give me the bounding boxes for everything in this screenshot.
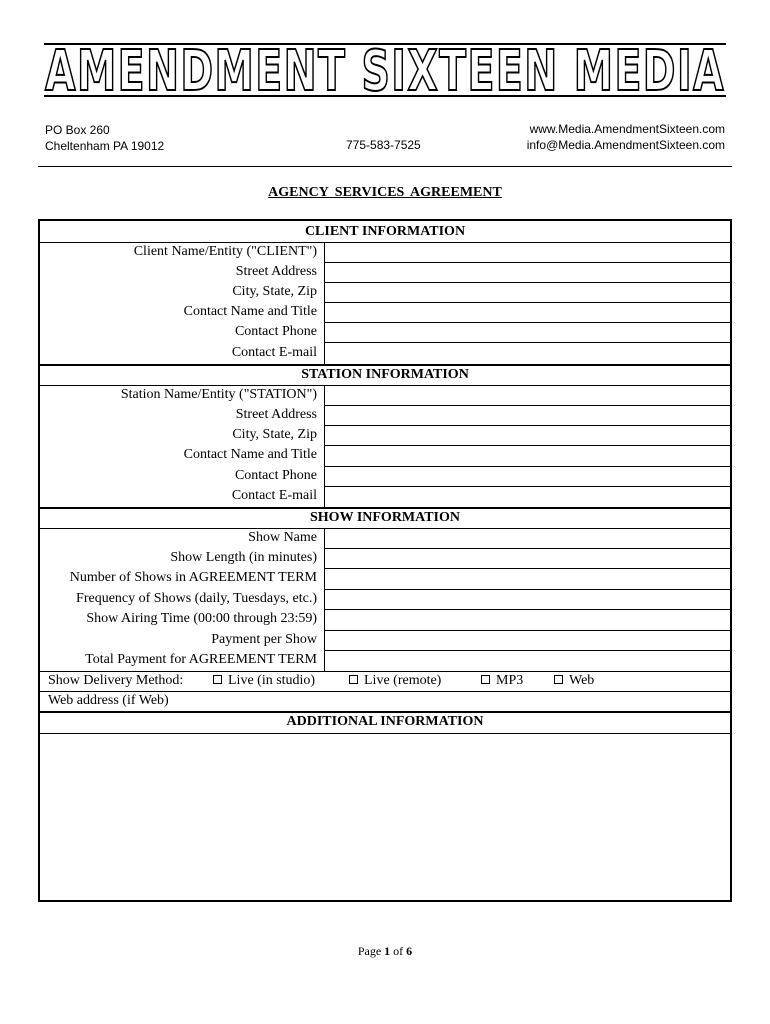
page-word: Page xyxy=(357,944,382,958)
delivery-option-label: Live (remote) xyxy=(364,673,442,688)
station-street-field[interactable] xyxy=(325,425,730,426)
client-street-field[interactable] xyxy=(325,282,730,283)
number-of-shows-field[interactable] xyxy=(325,589,730,590)
logo-text: AMENDMENT SIXTEEN MEDIA xyxy=(45,39,725,104)
page-number xyxy=(0,944,770,959)
station-section-heading: STATION INFORMATION xyxy=(301,367,469,382)
checkbox-icon[interactable] xyxy=(554,675,563,684)
station-name-field[interactable] xyxy=(325,405,730,406)
company-phone: 775-583-7525 xyxy=(346,138,421,152)
client-street-label: Street Address xyxy=(235,264,317,279)
station-street-label: Street Address xyxy=(235,407,317,422)
company-contact xyxy=(527,121,725,153)
client-city-label: City, State, Zip xyxy=(232,284,317,299)
delivery-option-label: Web xyxy=(569,673,595,688)
station-contact-email-label: Contact E-mail xyxy=(231,488,317,503)
delivery-option-live-studio[interactable] xyxy=(213,672,315,690)
client-contact-name-field[interactable] xyxy=(325,322,730,323)
client-contact-phone-field[interactable] xyxy=(325,342,730,343)
delivery-option-web[interactable] xyxy=(554,672,594,690)
payment-per-show-label: Payment per Show xyxy=(211,632,317,647)
company-email: info@Media.AmendmentSixteen.com xyxy=(526,138,725,152)
company-website: www.Media.AmendmentSixteen.com xyxy=(529,122,725,136)
client-city-field[interactable] xyxy=(325,302,730,303)
company-address xyxy=(45,122,164,154)
checkbox-icon[interactable] xyxy=(349,675,358,684)
show-frequency-label: Frequency of Shows (daily, Tuesdays, etc.) xyxy=(76,591,317,606)
header-divider xyxy=(38,166,732,167)
company-logo xyxy=(42,30,728,110)
station-contact-phone-field[interactable] xyxy=(325,486,730,487)
web-address-label: Web address (if Web) xyxy=(48,693,169,708)
checkbox-icon[interactable] xyxy=(213,675,222,684)
number-of-shows-label: Number of Shows in AGREEMENT TERM xyxy=(69,570,317,585)
of-word: of xyxy=(393,944,404,958)
total-payment-label: Total Payment for AGREEMENT TERM xyxy=(85,652,317,667)
station-name-label: Station Name/Entity ("STATION") xyxy=(120,387,317,402)
document-title: AGENCY SERVICES AGREEMENT xyxy=(268,185,502,200)
additional-section-heading: ADDITIONAL INFORMATION xyxy=(286,714,484,729)
address-line-2: Cheltenham PA 19012 xyxy=(45,139,165,153)
client-contact-phone-label: Contact Phone xyxy=(234,324,317,339)
station-contact-name-label: Contact Name and Title xyxy=(183,447,317,462)
show-name-field[interactable] xyxy=(325,548,730,549)
client-contact-email-label: Contact E-mail xyxy=(231,345,317,360)
show-length-field[interactable] xyxy=(325,568,730,569)
delivery-option-live-remote[interactable] xyxy=(349,672,441,690)
additional-info-textarea[interactable] xyxy=(40,734,730,900)
show-name-label: Show Name xyxy=(248,530,317,545)
delivery-option-label: MP3 xyxy=(496,673,524,688)
station-contact-name-field[interactable] xyxy=(325,466,730,467)
client-contact-name-label: Contact Name and Title xyxy=(183,304,317,319)
show-airing-time-label: Show Airing Time (00:00 through 23:59) xyxy=(86,611,317,626)
column-divider xyxy=(324,242,325,364)
delivery-method-label: Show Delivery Method: xyxy=(48,673,184,688)
show-frequency-field[interactable] xyxy=(325,609,730,610)
station-city-label: City, State, Zip xyxy=(232,427,317,442)
client-name-label: Client Name/Entity ("CLIENT") xyxy=(133,244,317,259)
address-line-1: PO Box 260 xyxy=(45,123,110,137)
checkbox-icon[interactable] xyxy=(481,675,490,684)
show-length-label: Show Length (in minutes) xyxy=(170,550,317,565)
total-pages: 6 xyxy=(406,944,413,958)
show-section-heading: SHOW INFORMATION xyxy=(310,510,460,525)
station-contact-phone-label: Contact Phone xyxy=(234,468,317,483)
client-section-heading: CLIENT INFORMATION xyxy=(304,224,466,239)
show-airing-time-field[interactable] xyxy=(325,630,730,631)
column-divider xyxy=(324,385,325,507)
delivery-option-label: Live (in studio) xyxy=(228,673,316,688)
client-name-field[interactable] xyxy=(325,262,730,263)
delivery-option-mp3[interactable] xyxy=(481,672,523,690)
current-page: 1 xyxy=(384,944,391,958)
payment-per-show-field[interactable] xyxy=(325,650,730,651)
agreement-form xyxy=(38,219,732,902)
station-city-field[interactable] xyxy=(325,445,730,446)
